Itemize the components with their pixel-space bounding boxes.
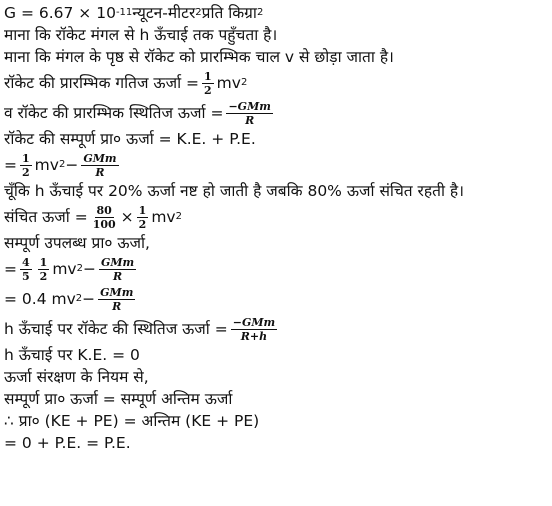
fraction (99, 257, 136, 282)
solution-document (4, 2, 550, 454)
fraction (20, 153, 32, 178)
fraction (20, 257, 32, 282)
line-gravitational-constant: G = 6.67 × 10 -11 न्यूटन-मीटर 2 प्रति किग्रा 2 (4, 4, 264, 22)
denominator: R (245, 113, 255, 127)
denominator: R+h (240, 329, 268, 343)
line-energy-equality (4, 388, 550, 410)
denominator: R (95, 165, 105, 179)
line-total-available-energy (4, 232, 550, 254)
numerator: 4 (22, 255, 30, 269)
text-segment: = (4, 260, 17, 278)
text-segment: रॉकेट की प्रारम्भिक गतिज ऊर्जा = (4, 74, 200, 92)
line-available-energy-simplified: = 0.4 mv 2 − $\frac{\text{GMm}}{R}$ (4, 285, 134, 313)
line-kinetic-energy-at-height (4, 344, 550, 366)
fraction (91, 205, 118, 230)
line-potential-energy-at-height (4, 314, 550, 344)
denominator: 5 (22, 269, 30, 283)
fraction (137, 205, 149, 230)
line-conservation-law (4, 366, 550, 388)
line-assumption-height (4, 24, 550, 46)
denominator: 2 (22, 165, 30, 179)
text-segment: माना कि रॉकेट मंगल से h ऊँचाई तक पहुँचता है। (4, 26, 278, 44)
line-assumption-speed (4, 46, 550, 68)
denominator: 2 (204, 83, 212, 97)
text-segment: − (82, 260, 96, 278)
text-segment: − (65, 156, 79, 174)
text-segment: − (82, 290, 96, 308)
fraction (231, 317, 277, 342)
text-segment: h ऊँचाई पर रॉकेट की स्थितिज ऊर्जा = (4, 320, 228, 338)
text-segment: mv (34, 156, 59, 174)
text-segment: रॉकेट की सम्पूर्ण प्रा० ऊर्जा = K.E. + P.E. (4, 130, 256, 148)
line-stored-energy: संचित ऊर्जा = $\frac{80}{100}$ × $\frac{1}{2}$ mv 2 (4, 203, 182, 231)
text-segment: mv (52, 260, 77, 278)
line-initial-potential-energy (4, 98, 550, 128)
text-segment: सम्पूर्ण उपलब्ध प्रा० ऊर्जा, (4, 234, 150, 252)
fraction (98, 287, 135, 312)
line-final-result (4, 432, 550, 454)
fraction (226, 101, 272, 126)
text-segment: व रॉकेट की प्रारम्भिक स्थितिज ऊर्जा = (4, 104, 224, 122)
line-energy-loss-statement (4, 180, 550, 202)
denominator: R (113, 269, 123, 283)
denominator: 100 (92, 217, 116, 231)
text-segment: संचित ऊर्जा = (4, 208, 88, 226)
text-segment: प्रति किग्रा (201, 4, 257, 22)
numerator: 80 (96, 203, 112, 217)
text-segment: ऊर्जा संरक्षण के नियम से, (4, 368, 149, 386)
denominator: R (112, 299, 122, 313)
numerator: 1 (138, 203, 147, 217)
text-segment: G = 6.67 × 10 (4, 4, 116, 22)
text-segment: = (4, 156, 17, 174)
denominator: 2 (138, 217, 147, 231)
text-segment: × (120, 208, 134, 226)
text-segment: mv (151, 208, 176, 226)
numerator: −GMm (228, 99, 271, 113)
numerator: 1 (39, 255, 48, 269)
text-segment: न्यूटन-मीटर (132, 4, 196, 22)
line-available-energy-expression: = $\frac{4}{5}$ $\frac{1}{2}$ mv 2 − $\frac{\text{GMm}}{R}$ (4, 255, 135, 283)
text-segment: सम्पूर्ण प्रा० ऊर्जा = सम्पूर्ण अन्तिम ऊर्जा (4, 390, 233, 408)
text-segment: माना कि मंगल के पृष्ठ से रॉकेट को प्रारम्भिक चाल v से छोड़ा जाता है। (4, 48, 394, 66)
line-therefore (4, 410, 550, 432)
text-segment: ∴ प्रा० (KE + PE) = अन्तिम (KE + PE) (4, 412, 260, 430)
fraction (38, 257, 50, 282)
fraction (81, 153, 118, 178)
line-total-initial-energy (4, 128, 550, 150)
text-segment: mv (216, 74, 241, 92)
text-segment: h ऊँचाई पर K.E. = 0 (4, 346, 140, 364)
text-segment: चूँकि h ऊँचाई पर 20% ऊर्जा नष्ट हो जाती है जबकि 80% ऊर्जा संचित रहती है। (4, 182, 464, 200)
text-segment: = 0 + P.E. = P.E. (4, 434, 131, 452)
line-initial-kinetic-energy: रॉकेट की प्रारम्भिक गतिज ऊर्जा = $\frac{1}{2}$ mv 2 (4, 69, 248, 97)
numerator: 1 (204, 69, 212, 83)
line-total-initial-energy-expression: = $\frac{1}{2}$ mv 2 − $\frac{\text{GMm}}{R}$ (4, 151, 117, 179)
text-segment: = 0.4 mv (4, 290, 76, 308)
numerator: GMm (100, 285, 134, 299)
numerator: −GMm (232, 315, 276, 329)
numerator: 1 (22, 151, 30, 165)
numerator: GMm (100, 255, 135, 269)
denominator: 2 (39, 269, 48, 283)
fraction (202, 71, 214, 96)
numerator: GMm (83, 151, 117, 165)
